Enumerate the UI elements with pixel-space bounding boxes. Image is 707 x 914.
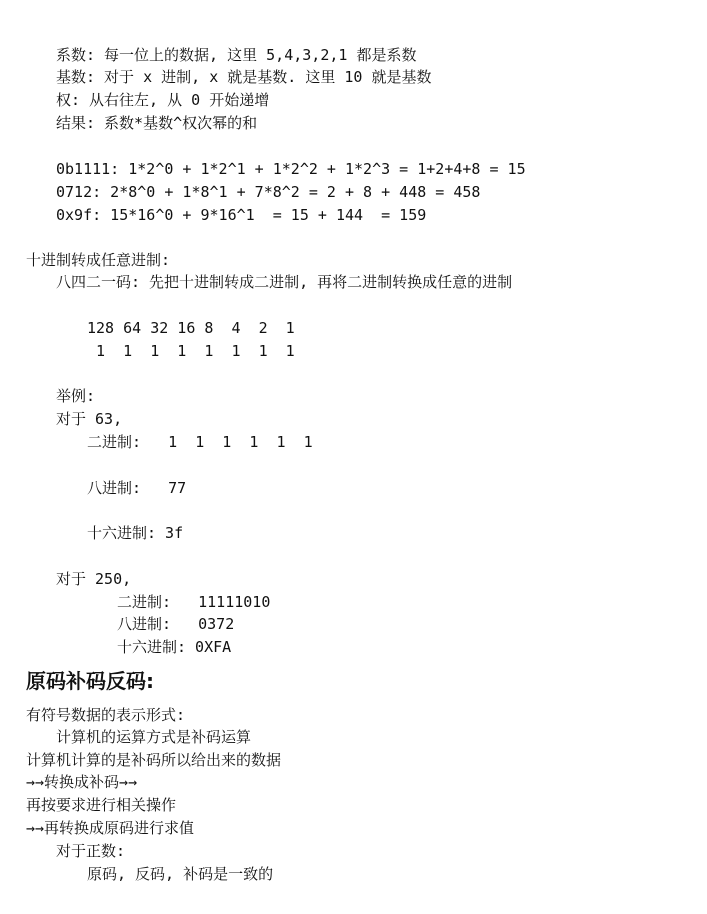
example-63-binary: 二进制: 1 1 1 1 1 1 bbox=[87, 433, 313, 451]
section-title-decimal-conversion: 十进制转成任意进制: bbox=[26, 251, 171, 269]
convert-back-step: →→再转换成原码进行求值 bbox=[26, 819, 195, 837]
binary-example: 0b1111: 1*2^0 + 1*2^1 + 1*2^2 + 1*2^3 = 1+2+4+8 = 15 bbox=[56, 160, 526, 178]
positive-number-codes-identical: 原码, 反码, 补码是一致的 bbox=[87, 865, 274, 883]
hex-example: 0x9f: 15*16^0 + 9*16^1 = 15 + 144 = 159 bbox=[56, 206, 427, 224]
computer-uses-complement: 计算机的运算方式是补码运算 bbox=[56, 728, 252, 746]
base-definition: 基数: 对于 x 进制, x 就是基数. 这里 10 就是基数 bbox=[56, 68, 432, 86]
coefficient-definition: 系数: 每一位上的数据, 这里 5,4,3,2,1 都是系数 bbox=[56, 46, 417, 64]
bit-weights-row: 128 64 32 16 8 4 2 1 bbox=[87, 319, 295, 337]
example-label: 举例: bbox=[56, 387, 96, 405]
example-250-octal: 八进制: 0372 bbox=[117, 615, 235, 633]
octal-example: 0712: 2*8^0 + 1*8^1 + 7*8^2 = 2 + 8 + 448 = 458 bbox=[56, 183, 481, 201]
signed-data-representation: 有符号数据的表示形式: bbox=[26, 706, 186, 724]
weight-definition: 权: 从右往左, 从 0 开始递增 bbox=[56, 91, 270, 109]
example-250-header: 对于 250, bbox=[56, 570, 132, 588]
8421-method-description: 八四二一码: 先把十进制转成二进制, 再将二进制转换成任意的进制 bbox=[56, 273, 513, 291]
example-250-binary: 二进制: 11111010 bbox=[117, 593, 271, 611]
bit-values-row: 1 1 1 1 1 1 1 1 bbox=[87, 342, 295, 360]
positive-number-label: 对于正数: bbox=[56, 842, 126, 860]
example-63-octal: 八进制: 77 bbox=[87, 479, 187, 497]
section-title-complement-codes: 原码补码反码: bbox=[26, 669, 154, 693]
computer-calculates-complement: 计算机计算的是补码所以给出来的数据 bbox=[26, 751, 282, 769]
convert-to-complement-step: →→转换成补码→→ bbox=[26, 773, 138, 791]
example-250-hex: 十六进制: 0XFA bbox=[117, 638, 232, 656]
example-63-hex: 十六进制: 3f bbox=[87, 524, 184, 542]
result-definition: 结果: 系数*基数^权次幂的和 bbox=[56, 114, 258, 132]
example-63-header: 对于 63, bbox=[56, 410, 123, 428]
perform-operations-step: 再按要求进行相关操作 bbox=[26, 796, 177, 814]
